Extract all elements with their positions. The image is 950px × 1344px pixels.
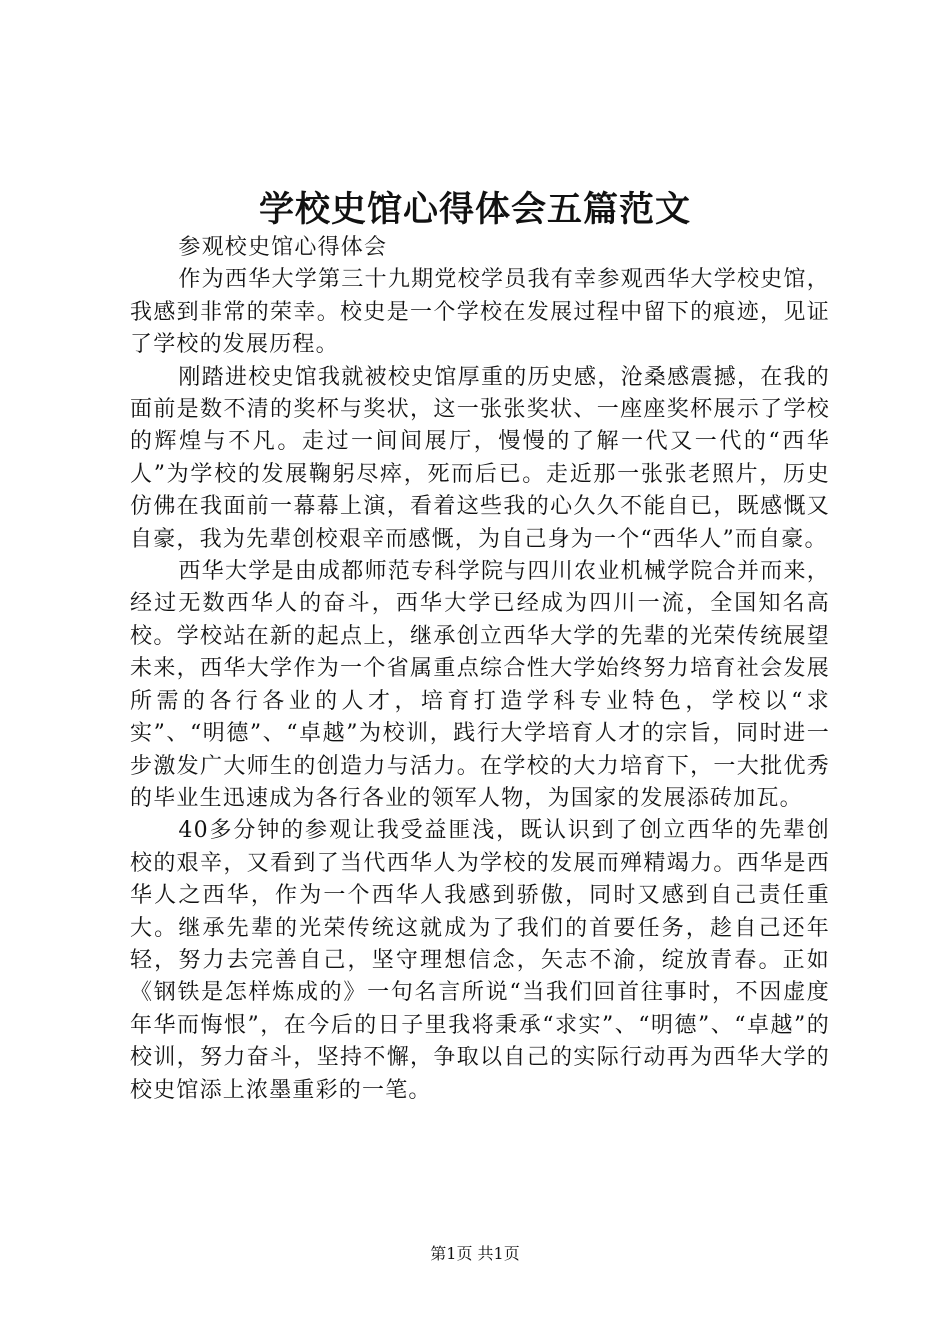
document-title: 学校史馆心得体会五篇范文 <box>258 189 691 230</box>
page-footer: 第1页 共1页 <box>430 1244 520 1263</box>
section-subtitle: 参观校史馆心得体会 <box>178 235 388 260</box>
paragraph: 作为西华大学第三十九期党校学员我有幸参观西华大学校史馆，我感到非常的荣幸。校史是一个学校在发展过程中留下的痕迹，见证了学校的发展历程。 <box>130 267 830 358</box>
paragraph: 刚踏进校史馆我就被校史馆厚重的历史感，沧桑感震撼，在我的面前是数不清的奖杯与奖状，这一张张奖状、一座座奖杯展示了学校的辉煌与不凡。走过一间间展厅，慢慢的了解一代又一代的“西华人”为学校的发展鞠躬尽瘁，死而后已。走近那一张张老照片，历史仿佛在我面前一幕幕上演，看着这些我的心久久不能自已，既感慨又自豪，我为先辈创校艰辛而感慨，为自己身为一个“西华人”而自豪。 <box>130 364 830 552</box>
document-body <box>130 232 830 1107</box>
paragraph: 西华大学是由成都师范专科学院与四川农业机械学院合并而来，经过无数西华人的奋斗，西华大学已经成为四川一流，全国知名高校。学校站在新的起点上，继承创立西华大学的先辈的光荣传统展望未来，西华大学作为一个省属重点综合性大学始终努力培育社会发展所需的各行各业的人才，培育打造学科专业特色，学校以“求实”、“明德”、“卓越”为校训，践行大学培育人才的宗旨，同时进一步激发广大师生的创造力与活力。在学校的大力培育下，一大批优秀的毕业生迅速成为各行各业的领军人物，为国家的发展添砖加瓦。 <box>130 559 830 811</box>
paragraph: 40多分钟的参观让我受益匪浅，既认识到了创立西华的先辈创校的艰辛，又看到了当代西华人为学校的发展而殚精竭力。西华是西华人之西华，作为一个西华人我感到骄傲，同时又感到自己责任重大。继承先辈的光荣传统这就成为了我们的首要任务，趁自己还年轻，努力去完善自己，坚守理想信念，矢志不渝，绽放青春。正如《钢铁是怎样炼成的》一句名言所说“当我们回首往事时，不因虚度年华而悔恨”，在今后的日子里我将秉承“求实”、“明德”、“卓越”的校训，努力奋斗，坚持不懈，争取以自己的实际行动再为西华大学的校史馆添上浓墨重彩的一笔。 <box>130 818 830 1103</box>
